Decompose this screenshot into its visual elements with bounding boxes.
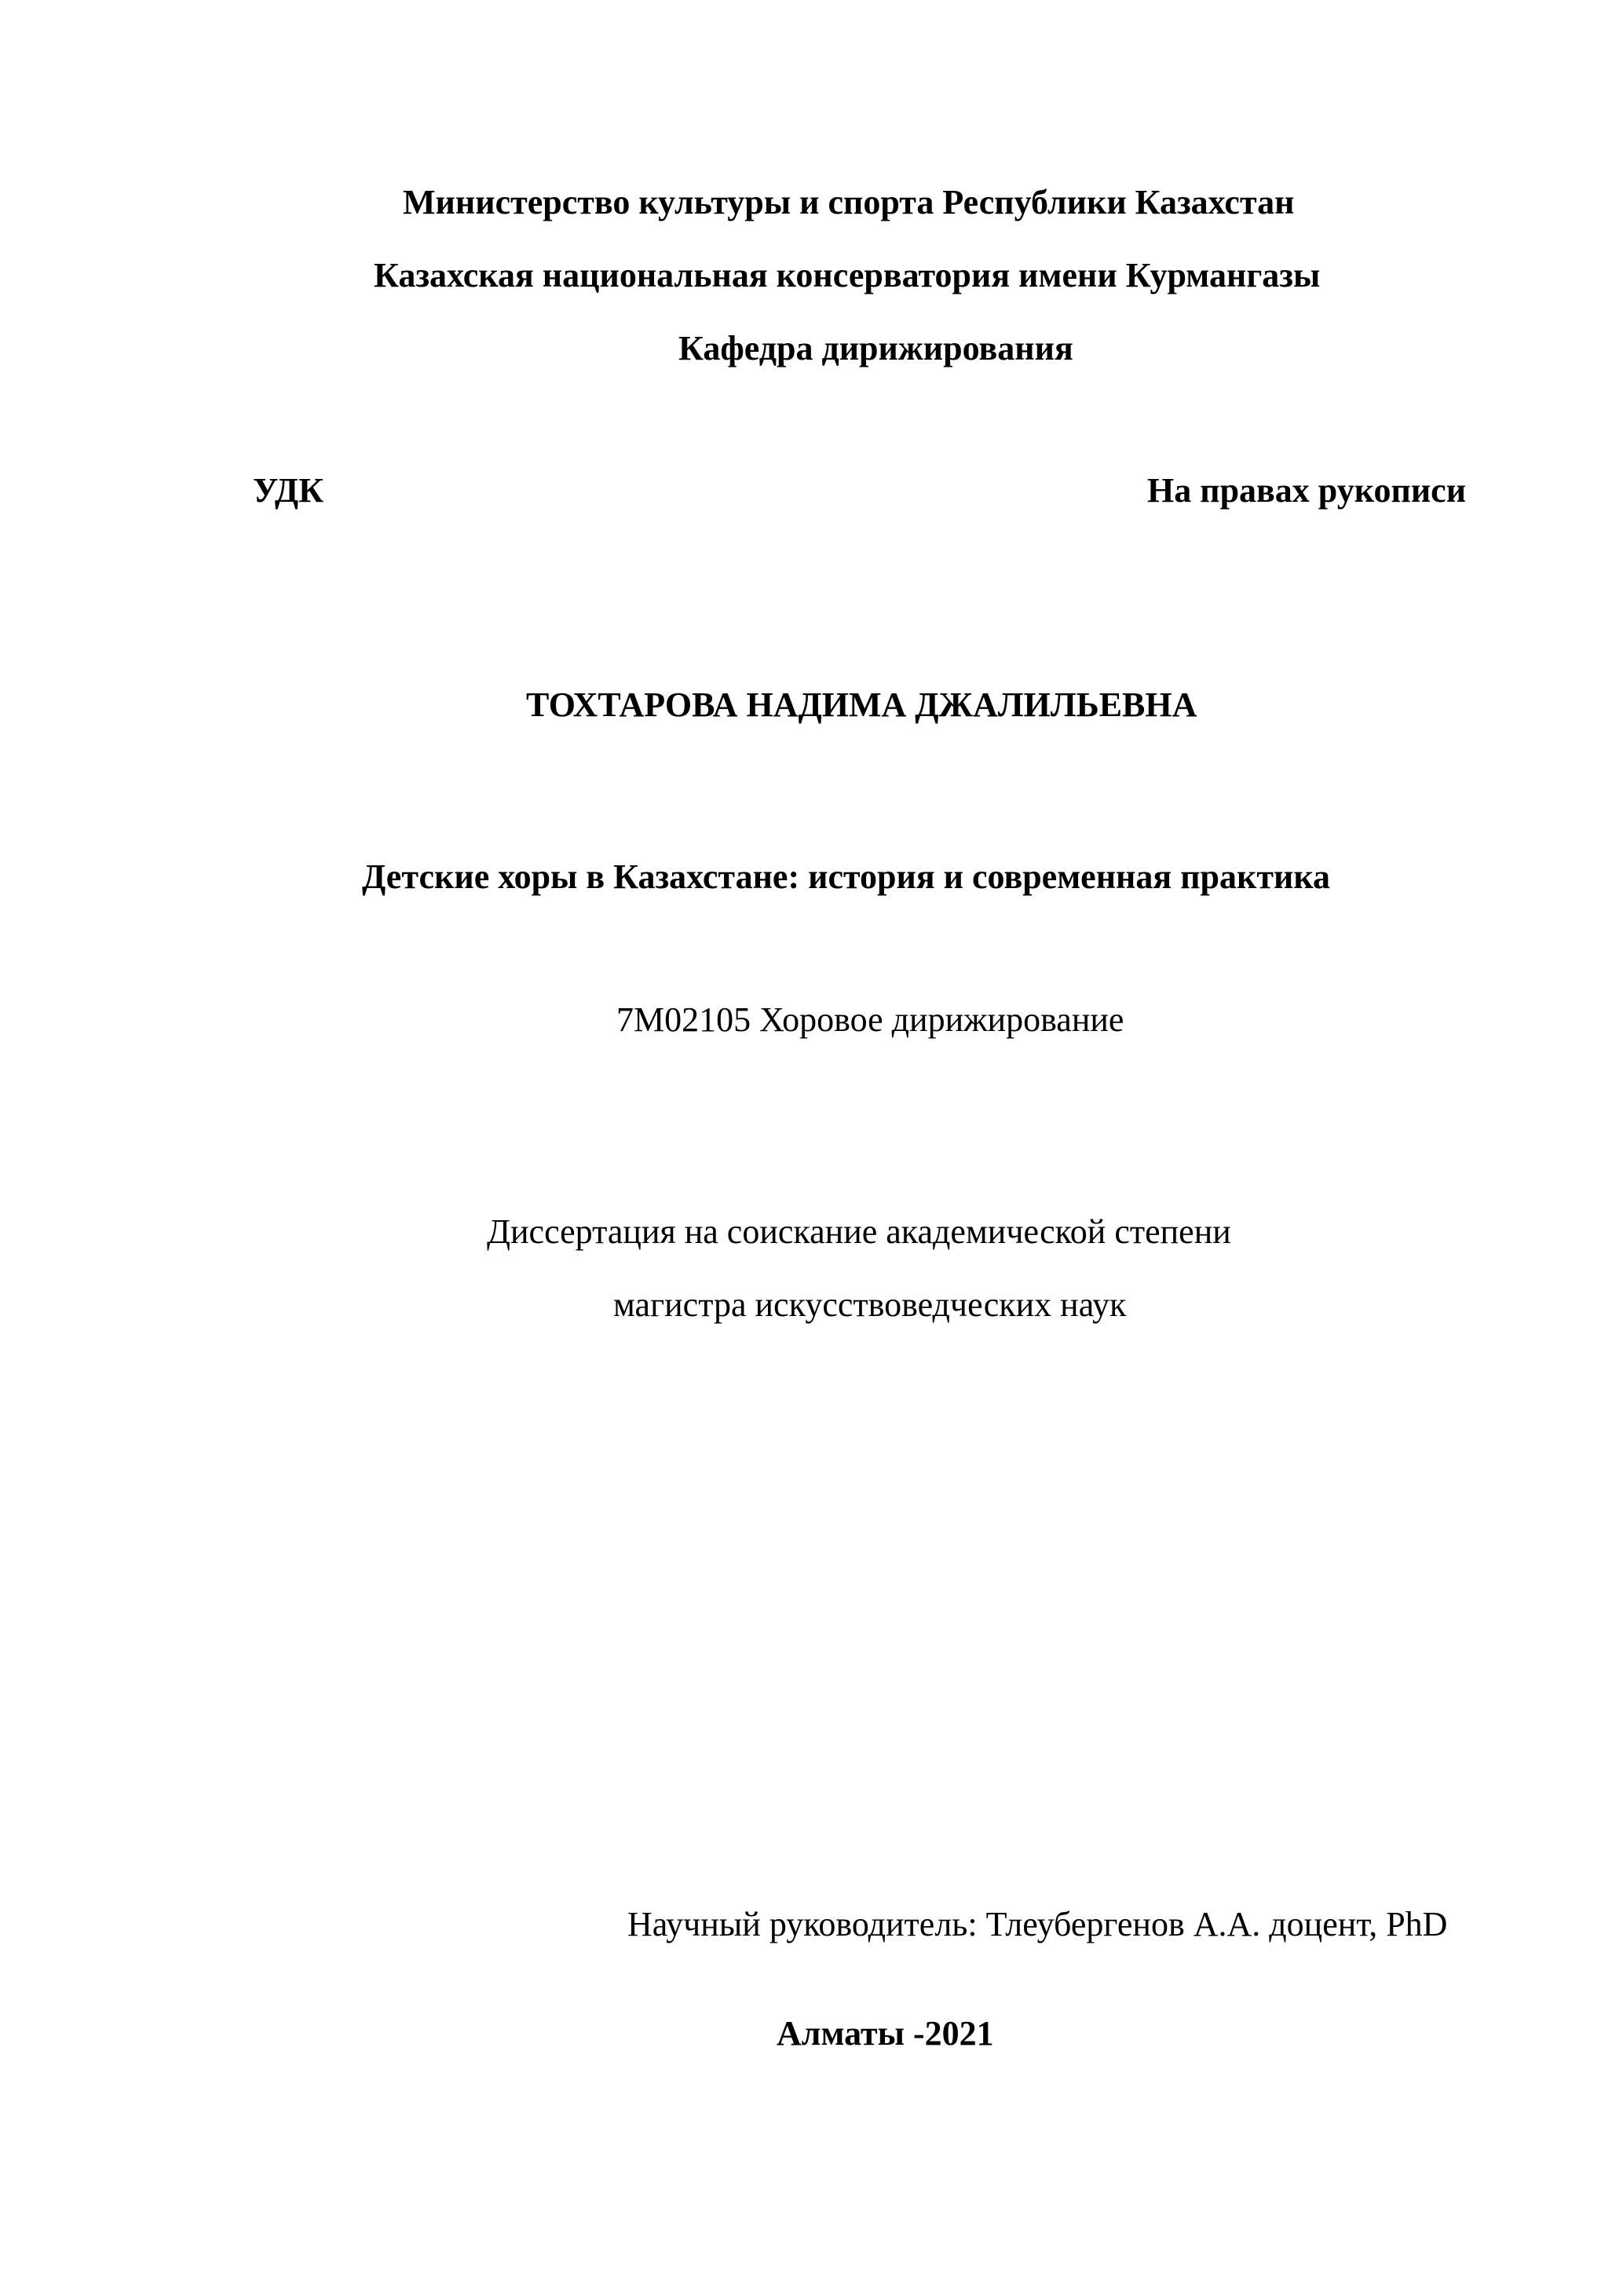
city-year: Алматы -2021 (777, 2014, 994, 2053)
thesis-title: Детские хоры в Казахстане: история и современная практика (362, 857, 1331, 896)
udk-label: УДК (253, 471, 324, 510)
author-name: ТОХТАРОВА НАДИМА ДЖАЛИЛЬЕВНА (526, 686, 1197, 724)
ministry-heading: Министерство культуры и спорта Республики Казахстан (403, 183, 1295, 221)
supervisor-line: Научный руководитель: Тлеубергенов А.А. доцент, PhD (627, 1905, 1448, 1943)
department-heading: Кафедра дирижирования (678, 329, 1073, 367)
degree-statement-line-2: магистра искусствоведческих наук (613, 1285, 1127, 1324)
degree-statement-line-1: Диссертация на соискание академической степени (487, 1212, 1231, 1251)
conservatory-heading: Казахская национальная консерватория имени Курмангазы (374, 256, 1321, 294)
manuscript-rights-label: На правах рукописи (1147, 471, 1467, 510)
specialty-code: 7М02105 Хоровое дирижирование (616, 1000, 1124, 1039)
